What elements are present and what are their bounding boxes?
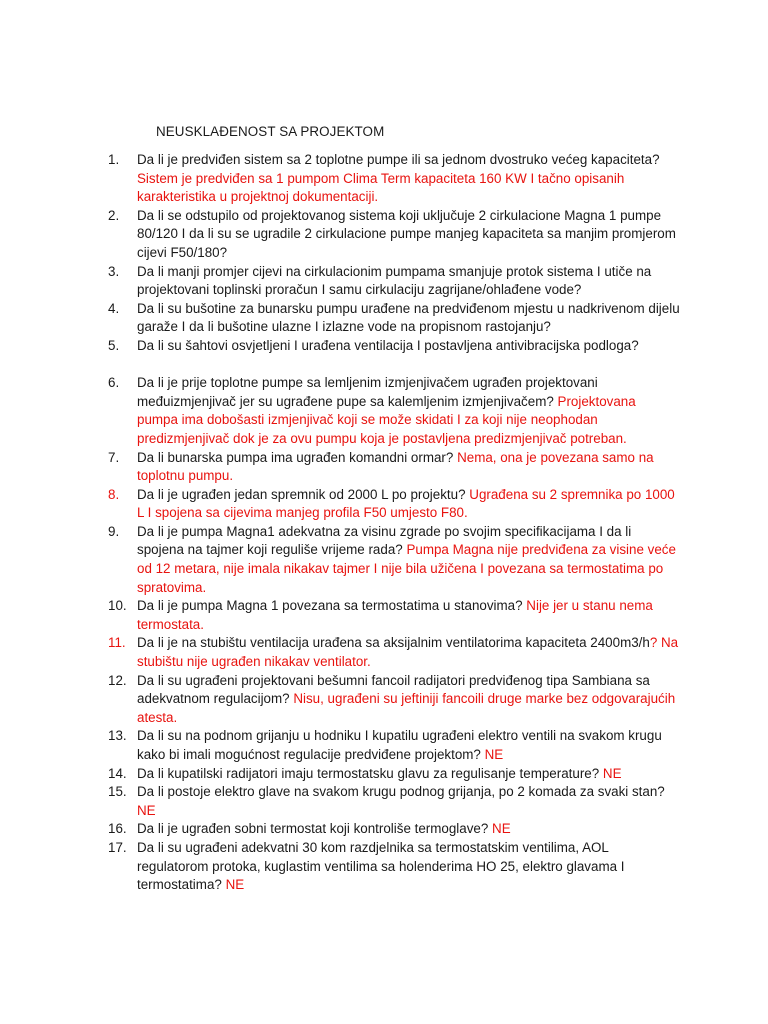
item-number: 17. <box>108 839 127 855</box>
question-text: Da li su šahtovi osvjetljeni I urađena ventilacija I postavljena antivibracijska podloga? <box>137 337 639 353</box>
answer-text: Projektovana pumpa ima dobošasti izmjenjivač koji se može skidati I za koji nije neophodan predizmjenjivač dok je za ovu pumpu koja je postavljena predizmjenjivač potreban. <box>137 393 636 446</box>
list-item <box>0 839 768 895</box>
question-text: Da li je pumpa Magna 1 povezana sa termostatima u stanovima? <box>137 598 523 614</box>
question-text: Da li su bušotine za bunarsku pumpu urađene na predviđenom mjestu u nadkrivenom dijelu garaže I da li bušotine ulazne I izlazne vode na propisnom rastojanju? <box>137 300 680 335</box>
answer-text: Ugrađena su 2 spremnika po 1000 L I spojena sa cijevima manjeg profila F50 umjesto F80. <box>137 486 675 521</box>
list-item <box>0 207 768 263</box>
list-item <box>0 634 768 671</box>
list-item <box>0 300 768 337</box>
item-number: 13. <box>108 728 127 744</box>
answer-text: NE <box>484 747 504 762</box>
question-text: Da li je prije toplotne pumpe sa lemljenim izmjenjivačem ugrađen projektovani međuizmjenjivač jer su ugrađene pupe sa kalemljenim izmjenjivačem? <box>137 375 598 409</box>
list-item <box>0 783 768 820</box>
answer-text: ? Na stubištu nije ugrađen nikakav ventilator. <box>137 635 679 670</box>
item-number: 14. <box>108 765 127 781</box>
item-number: 11. <box>108 635 126 651</box>
list-item <box>0 337 768 356</box>
list-item <box>0 449 768 486</box>
answer-text: NE <box>225 877 245 893</box>
item-number: 16. <box>108 821 127 837</box>
item-number: 4. <box>108 300 120 316</box>
answer-text: NE <box>602 765 622 781</box>
item-number: 15. <box>108 784 127 800</box>
item-number: 9. <box>108 523 120 539</box>
item-number: 2. <box>108 207 120 223</box>
question-text: Da li su ugrađeni projektovani bešumni fancoil radijatori predviđenog tipa Sambiana sa adekvatnom regulacijom? <box>137 672 650 707</box>
question-text: Da li je ugrađen jedan spremnik od 2000 L po projektu? <box>137 486 466 502</box>
question-text: Da li manji promjer cijevi na cirkulacionim pumpama smanjuje protok sistema I utiče na projektovani toplinski proračun I samu cirkulaciju zagrijane/ohlađene vode? <box>137 263 652 298</box>
question-text: Da li je na stubištu ventilacija urađena sa aksijalnim ventilatorima kapaciteta 2400m3/h <box>137 635 650 651</box>
list-item <box>0 672 768 728</box>
list-item <box>0 374 768 448</box>
list-item <box>0 727 768 764</box>
list-item <box>0 523 768 597</box>
answer-text: NE <box>492 821 511 837</box>
answer-text: Nisu, ugrađeni su jeftiniji fancoili druge marke bez odgovarajućih atesta. <box>137 691 676 725</box>
list-item <box>0 486 768 523</box>
list-item <box>0 263 768 300</box>
document-title: NEUSKLAĐENOST SA PROJEKTOM <box>156 124 385 139</box>
question-text: Da li postoje elektro glave na svakom krugu podnog grijanja, po 2 komada za svaki stan? <box>137 784 665 800</box>
list-item <box>0 765 768 784</box>
answer-text: Nije jer u stanu nema termostata. <box>137 598 653 632</box>
answer-text: Nema, ona je povezana samo na toplotnu pumpu. <box>137 449 654 484</box>
answer-text: NE <box>137 802 156 818</box>
list-item <box>0 820 768 839</box>
list-item <box>0 597 768 634</box>
question-text: Da li je pumpa Magna1 adekvatna za visinu zgrade po svojim specifikacijama I da li spojena na tajmer koji reguliše vrijeme rada? <box>137 523 632 558</box>
question-text: Da li kupatilski radijatori imaju termostatsku glavu za regulisanje temperature? <box>137 765 600 781</box>
item-number: 3. <box>108 263 120 279</box>
item-number: 12. <box>108 672 127 688</box>
item-number: 5. <box>108 337 120 353</box>
question-text: Da li bunarska pumpa ima ugrađen komandni ormar? <box>137 449 454 465</box>
question-text: Da li su na podnom grijanju u hodniku I kupatilu ugrađeni elektro ventili na svakom krugu kako bi imali mogućnost regulacije predviđene projektom? <box>137 728 662 762</box>
item-number: 8. <box>108 486 120 502</box>
question-text: Da li su ugrađeni adekvatni 30 kom razdjelnika sa termostatskim ventilima, AOL regulatorom protoka, kuglastim ventilima sa holenderima HO 25, elektro glavama I termostatima? <box>137 839 625 893</box>
item-number: 10. <box>108 598 127 614</box>
item-number: 6. <box>108 375 120 391</box>
question-text: Da li je ugrađen sobni termostat koji kontroliše termoglave? <box>137 821 489 837</box>
item-number: 7. <box>108 449 120 465</box>
answer-text: Sistem je predviđen sa 1 pumpom Clima Term kapaciteta 160 KW I tačno opisanih karakteristika u projektnoj dokumentaciji. <box>137 170 625 205</box>
list-item <box>0 151 768 207</box>
answer-text: Pumpa Magna nije predviđena za visine veće od 12 metara, nije imala nikakav tajmer I nije bila užičena I povezana sa termostatima po spratovima. <box>137 542 676 595</box>
question-text: Da li se odstupilo od projektovanog sistema koji uključuje 2 cirkulacione Magna 1 pumpe 80/120 I da li su se ugradile 2 cirkulacione pumpe manjeg kapaciteta sa manjim promjerom cijevi F50/180? <box>137 207 676 260</box>
item-number: 1. <box>108 152 120 167</box>
question-list <box>0 151 768 895</box>
question-text: Da li je predviđen sistem sa 2 toplotne pumpe ili sa jednom dvostruko većeg kapaciteta? <box>137 152 660 167</box>
